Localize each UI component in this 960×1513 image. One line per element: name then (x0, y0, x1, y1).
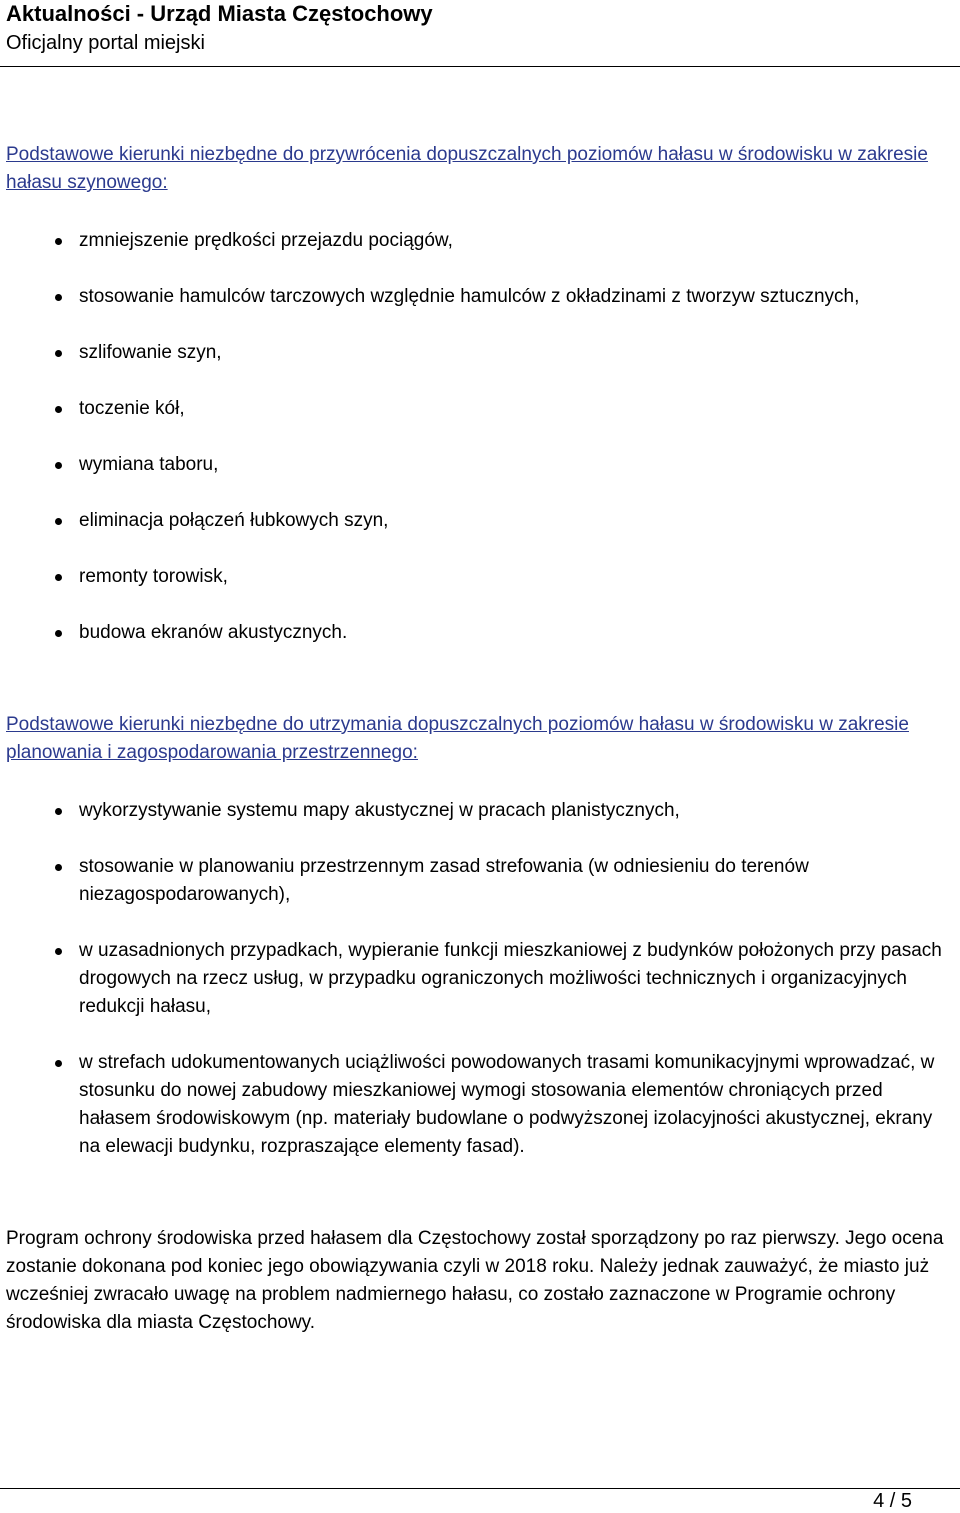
list-item-text: remonty torowisk, (79, 566, 228, 587)
bullet-icon (55, 1060, 62, 1067)
list-item (6, 1049, 956, 1161)
closing-paragraph: Program ochrony środowiska przed hałasem dla Częstochowy został sporządzony po raz pierwszy. Jego ocena zostanie dokonana pod koniec jego obowiązywania czyli w 2018 roku. Należy jednak zauważyć, że miasto już wcześniej zwracało uwagę na problem nadmiernego hałasu, co zostało zaznaczone w Programie ochrony środowiska dla miasta Częstochowy. (6, 1228, 944, 1333)
list-item-text: szlifowanie szyn, (79, 342, 222, 363)
spatial-planning-list (6, 797, 956, 1161)
list-item (6, 563, 956, 591)
bullet-icon (55, 350, 62, 357)
bullet-icon (55, 808, 62, 815)
section-heading-spatial-planning[interactable]: Podstawowe kierunki niezbędne do utrzymania dopuszczalnych poziomów hałasu w środowisku w zakresie planowania i zagospodarowania przestrzennego: (6, 714, 909, 763)
list-item (6, 507, 956, 535)
bullet-icon (55, 294, 62, 301)
list-item-text: budowa ekranów akustycznych. (79, 622, 348, 643)
list-item (6, 853, 956, 909)
rail-noise-list (6, 227, 956, 647)
bullet-icon (55, 238, 62, 245)
bullet-icon (55, 406, 62, 413)
list-item-text: w strefach udokumentowanych uciążliwości powodowanych trasami komunikacyjnymi wprowadzać, w stosunku do nowej zabudowy mieszkaniowej wymogi stosowania elementów chroniących przed hałasem środowiskowym (np. materiały budowlane o podwyższonej izolacyjności akustycznej, ekrany na elewacji budynku, rozpraszające elementy fasad). (79, 1052, 935, 1157)
list-item-text: zmniejszenie prędkości przejazdu pociągów, (79, 230, 453, 251)
page-number: 4 / 5 (873, 1490, 912, 1512)
bullet-icon (55, 864, 62, 871)
list-item-text: stosowanie hamulców tarczowych względnie hamulców z okładzinami z tworzyw sztucznych, (79, 286, 860, 307)
list-item-text: eliminacja połączeń łubkowych szyn, (79, 510, 389, 531)
list-item-text: toczenie kół, (79, 398, 185, 419)
list-item-text: wykorzystywanie systemu mapy akustycznej w pracach planistycznych, (79, 800, 680, 821)
list-item (6, 451, 956, 479)
bullet-icon (55, 574, 62, 581)
list-item (6, 339, 956, 367)
list-item (6, 797, 956, 825)
list-item (6, 227, 956, 255)
bullet-icon (55, 948, 62, 955)
list-item (6, 395, 956, 423)
bullet-icon (55, 518, 62, 525)
footer-divider (0, 1488, 960, 1489)
list-item-text: w uzasadnionych przypadkach, wypieranie funkcji mieszkaniowej z budynków położonych przy pasach drogowych na rzecz usług, w przypadku ograniczonych możliwości technicznych i organizacyjnych redukcji hałasu, (79, 940, 942, 1017)
site-subtitle: Oficjalny portal miejski (6, 32, 205, 54)
document-header (0, 0, 960, 67)
list-item-text: stosowanie w planowaniu przestrzennym zasad strefowania (w odniesieniu do terenów niezagospodarowanych), (79, 856, 809, 905)
list-item (6, 283, 956, 311)
list-item (6, 937, 956, 1021)
site-title: Aktualności - Urząd Miasta Częstochowy (6, 1, 433, 26)
section-heading-rail-noise[interactable]: Podstawowe kierunki niezbędne do przywrócenia dopuszczalnych poziomów hałasu w środowisku w zakresie hałasu szynowego: (6, 144, 928, 193)
list-item (6, 619, 956, 647)
list-item-text: wymiana taboru, (79, 454, 219, 475)
bullet-icon (55, 462, 62, 469)
article-content (6, 141, 956, 1337)
bullet-icon (55, 630, 62, 637)
